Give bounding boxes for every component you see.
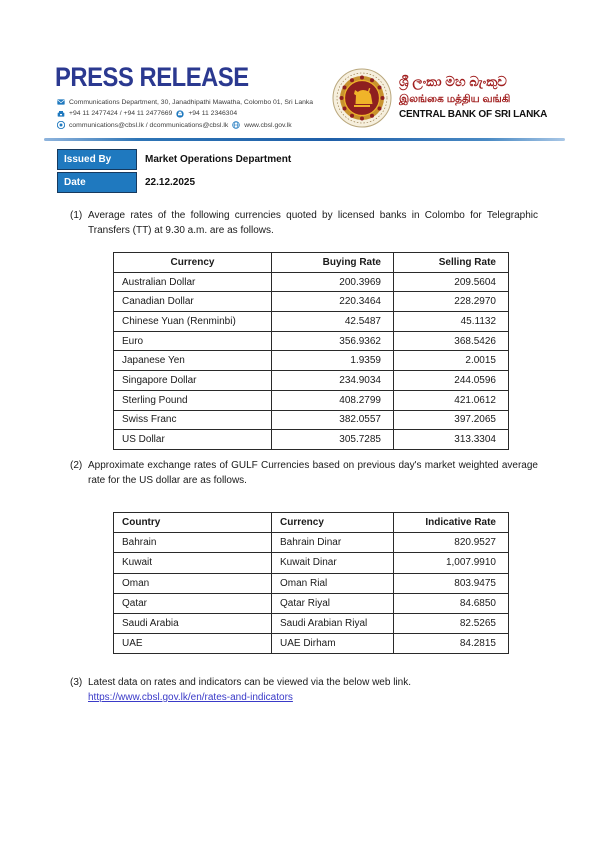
table1-cell: 408.2799 xyxy=(272,390,394,410)
table2-cell: Qatar Riyal xyxy=(272,593,394,613)
table1-cell: Chinese Yuan (Renminbi) xyxy=(114,312,272,332)
table2-cell: Saudi Arabia xyxy=(114,613,272,633)
section-2-text: Approximate exchange rates of GULF Currencies based on previous day's market weighted average rate for the US dollar are as follows. xyxy=(88,460,538,486)
central-bank-seal-logo xyxy=(332,68,392,128)
table1-cell: 305.7285 xyxy=(272,430,394,450)
table1-cell: 356.9362 xyxy=(272,331,394,351)
section-3-text: Latest data on rates and indicators can be viewed via the below web link. xyxy=(88,677,411,688)
rates-indicators-link[interactable]: https://www.cbsl.gov.lk/en/rates-and-indicators xyxy=(88,692,293,703)
table2-cell: Saudi Arabian Riyal xyxy=(272,613,394,633)
table-row xyxy=(114,634,509,654)
gulf-rates-table-wrap xyxy=(113,512,508,654)
section-3-number: (3) xyxy=(70,677,83,688)
table2-header-1: Currency xyxy=(272,513,394,533)
table1-header-0: Currency xyxy=(114,253,272,273)
table-row xyxy=(114,371,509,391)
section-2-number: (2) xyxy=(70,460,83,471)
table-row xyxy=(114,272,509,292)
table2-header-2: Indicative Rate xyxy=(394,513,509,533)
table-row xyxy=(114,351,509,371)
date-value: 22.12.2025 xyxy=(145,177,196,188)
tt-rates-table xyxy=(113,252,509,450)
table1-cell: 200.3969 xyxy=(272,272,394,292)
contact-phones: +94 11 2477424 / +94 11 2477669 xyxy=(69,110,173,118)
table-header-row xyxy=(114,513,509,533)
table2-cell: UAE Dirham xyxy=(272,634,394,654)
contact-fax: +94 11 2346304 xyxy=(188,110,238,118)
table2-cell: 1,007.9910 xyxy=(394,553,509,573)
table-row xyxy=(114,613,509,633)
issued-by-label: Issued By xyxy=(57,149,137,170)
envelope-icon xyxy=(57,98,65,106)
table1-cell: 228.2970 xyxy=(394,292,509,312)
table1-cell: 368.5426 xyxy=(394,331,509,351)
table-row xyxy=(114,331,509,351)
table1-cell: 234.9034 xyxy=(272,371,394,391)
section-2-paragraph xyxy=(70,459,538,488)
table1-cell: Singapore Dollar xyxy=(114,371,272,391)
contact-address: Communications Department, 30, Janadhipathi Mawatha, Colombo 01, Sri Lanka xyxy=(69,98,314,106)
section-3-paragraph xyxy=(70,676,538,706)
contact-web-line xyxy=(57,121,313,129)
bank-name-english: CENTRAL BANK OF SRI LANKA xyxy=(399,109,548,120)
table1-header-2: Selling Rate xyxy=(394,253,509,273)
table-row xyxy=(114,292,509,312)
contact-block xyxy=(57,98,313,133)
tt-rates-table-wrap xyxy=(113,252,508,450)
bank-name-sinhala: ශ්‍රී ලංකා මහ බැංකුව xyxy=(399,74,507,89)
table1-cell: Japanese Yen xyxy=(114,351,272,371)
table-row xyxy=(114,410,509,430)
bank-name-block xyxy=(399,73,574,122)
table-header-row xyxy=(114,253,509,273)
section-1-paragraph xyxy=(70,209,538,238)
table-row xyxy=(114,553,509,573)
table2-cell: UAE xyxy=(114,634,272,654)
table2-cell: 803.9475 xyxy=(394,573,509,593)
table1-cell: 397.2065 xyxy=(394,410,509,430)
contact-phone-line xyxy=(57,110,313,118)
contact-website: www.cbsl.gov.lk xyxy=(244,121,292,129)
table1-cell: Canadian Dollar xyxy=(114,292,272,312)
phone-icon xyxy=(57,110,65,118)
table1-cell: 421.0612 xyxy=(394,390,509,410)
globe-icon xyxy=(232,121,240,129)
table1-cell: 313.3304 xyxy=(394,430,509,450)
table-row xyxy=(114,593,509,613)
table1-cell: Sterling Pound xyxy=(114,390,272,410)
table2-cell: Oman xyxy=(114,573,272,593)
table1-cell: 42.5487 xyxy=(272,312,394,332)
page-title: PRESS RELEASE xyxy=(55,62,249,92)
date-row xyxy=(57,172,291,193)
table-row xyxy=(114,533,509,553)
meta-block xyxy=(57,149,291,195)
table2-cell: 820.9527 xyxy=(394,533,509,553)
fax-icon xyxy=(176,110,184,118)
bank-name-tamil: இலங்கை மத்திய வங்கி xyxy=(399,93,511,105)
table1-cell: 1.9359 xyxy=(272,351,394,371)
table2-cell: Kuwait Dinar xyxy=(272,553,394,573)
table1-cell: 220.3464 xyxy=(272,292,394,312)
contact-address-line xyxy=(57,98,313,106)
issued-by-value: Market Operations Department xyxy=(145,154,292,165)
table1-header-1: Buying Rate xyxy=(272,253,394,273)
date-label: Date xyxy=(57,172,137,193)
table1-cell: Euro xyxy=(114,331,272,351)
table-row xyxy=(114,312,509,332)
section-1-text: Average rates of the following currencies quoted by licensed banks in Colombo for Telegraphic Transfers (TT) at 9.30 a.m. are as follows. xyxy=(88,210,538,236)
table1-cell: Australian Dollar xyxy=(114,272,272,292)
table1-cell: US Dollar xyxy=(114,430,272,450)
table2-cell: Bahrain Dinar xyxy=(272,533,394,553)
table1-cell: 209.5604 xyxy=(394,272,509,292)
contact-emails: communications@cbsl.lk / dcommunications@cbsl.lk xyxy=(69,121,229,129)
table-row xyxy=(114,430,509,450)
table1-cell: Swiss Franc xyxy=(114,410,272,430)
table1-cell: 244.0596 xyxy=(394,371,509,391)
table2-cell: 82.5265 xyxy=(394,613,509,633)
header-divider-rule xyxy=(44,138,565,141)
table2-cell: Qatar xyxy=(114,593,272,613)
table2-cell: Kuwait xyxy=(114,553,272,573)
table2-cell: 84.6850 xyxy=(394,593,509,613)
table1-cell: 382.0557 xyxy=(272,410,394,430)
table1-cell: 45.1132 xyxy=(394,312,509,332)
gulf-rates-table xyxy=(113,512,509,654)
table-row xyxy=(114,573,509,593)
table2-header-0: Country xyxy=(114,513,272,533)
table-row xyxy=(114,390,509,410)
table2-cell: 84.2815 xyxy=(394,634,509,654)
section-1-number: (1) xyxy=(70,210,83,221)
table2-cell: Bahrain xyxy=(114,533,272,553)
email-globe-icon xyxy=(57,121,65,129)
table1-cell: 2.0015 xyxy=(394,351,509,371)
issued-by-row xyxy=(57,149,291,170)
table2-cell: Oman Rial xyxy=(272,573,394,593)
